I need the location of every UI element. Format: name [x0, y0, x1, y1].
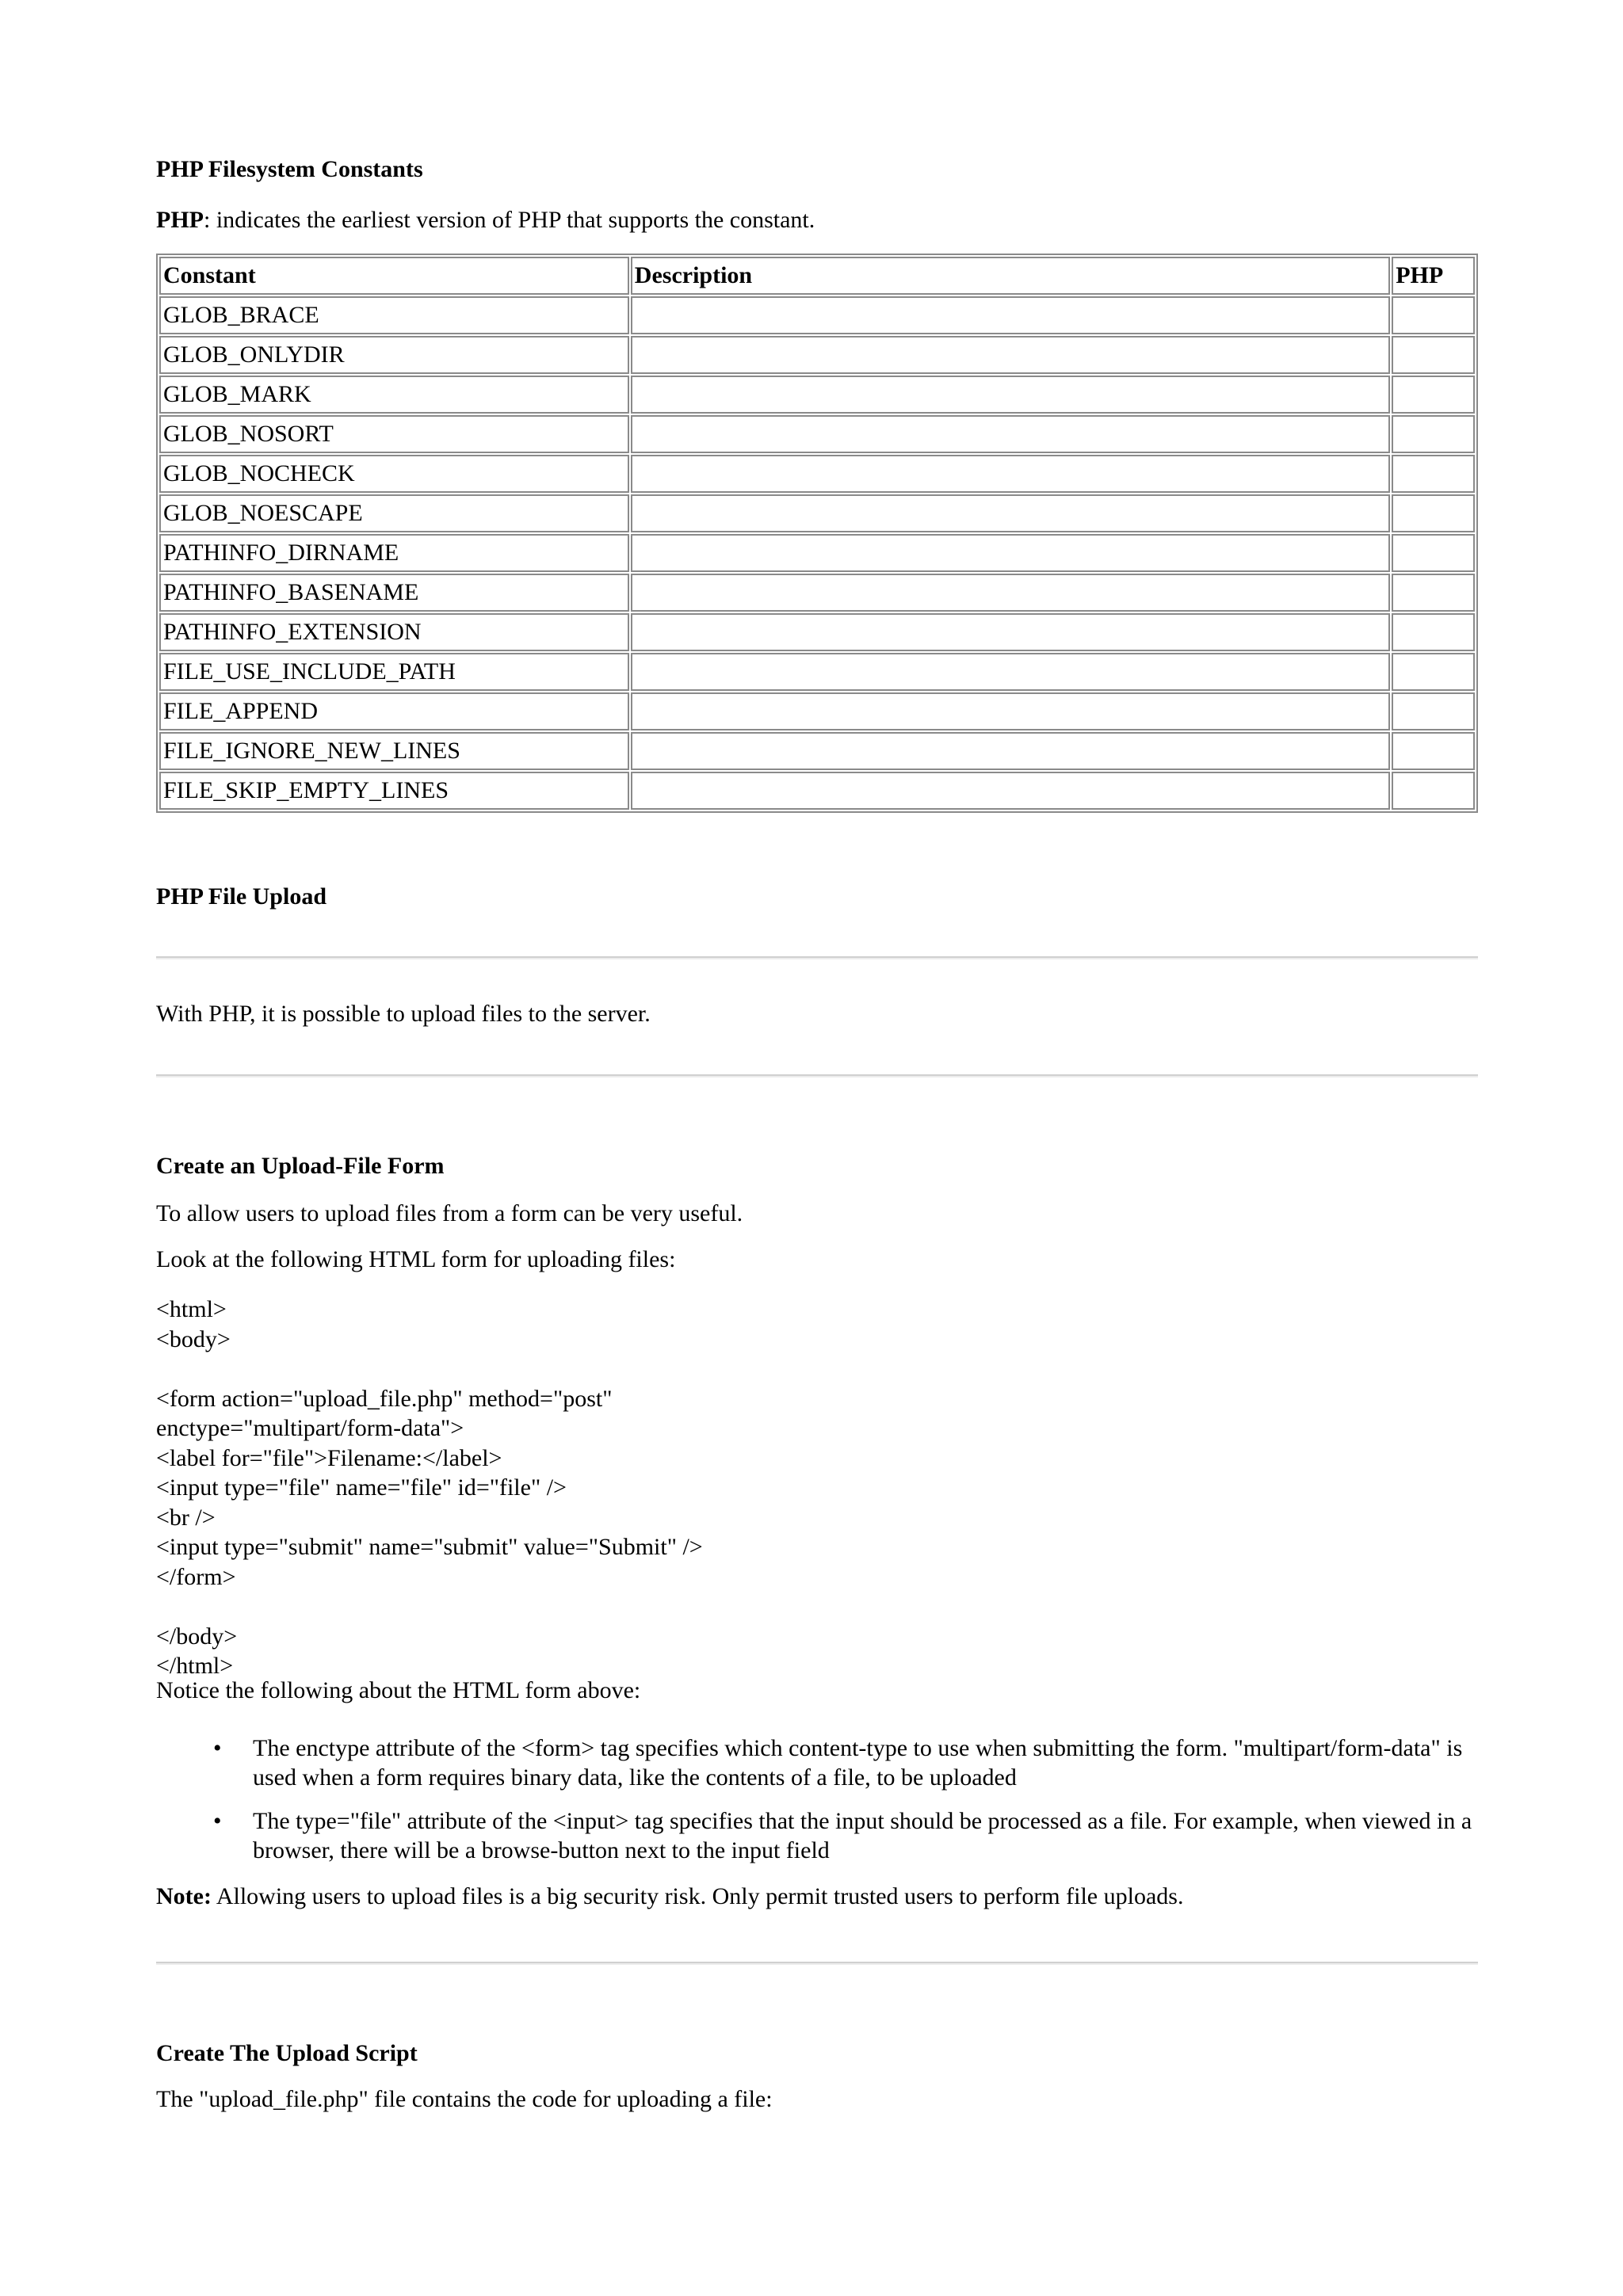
table-row — [159, 692, 1475, 730]
notice-bullets — [156, 1733, 1478, 1879]
bullet-text-2: The type="file" attribute of the <input> tag specifies that the input should be processed as a file. For example, when viewed in a browser, there will be a browse-button next to the input field — [253, 1808, 1472, 1863]
bullet-icon: • — [213, 1735, 222, 1761]
heading-filesystem-constants: PHP Filesystem Constants — [156, 156, 423, 182]
cell-description — [631, 376, 1390, 414]
cell-php — [1392, 494, 1475, 532]
cell-php — [1392, 732, 1475, 770]
header-constant: Constant — [159, 257, 629, 295]
cell-php — [1392, 455, 1475, 493]
cell-php — [1392, 336, 1475, 374]
cell-description — [631, 653, 1390, 691]
upload-form-para2: Look at the following HTML form for uploading files: — [156, 1246, 676, 1272]
cell-description — [631, 534, 1390, 572]
table-row — [159, 336, 1475, 374]
note-label: Note: — [156, 1883, 212, 1909]
cell-constant: GLOB_NOSORT — [159, 415, 629, 453]
table-row — [159, 732, 1475, 770]
cell-description — [631, 455, 1390, 493]
upload-form-para1: To allow users to upload files from a form can be very useful. — [156, 1200, 743, 1226]
constants-table — [156, 254, 1478, 813]
upload-script-para: The "upload_file.php" file contains the code for uploading a file: — [156, 2086, 773, 2112]
cell-constant: GLOB_NOCHECK — [159, 455, 629, 493]
heading-upload-script: Create The Upload Script — [156, 2040, 418, 2066]
cell-description — [631, 336, 1390, 374]
cell-description — [631, 613, 1390, 651]
html-form-code: <html> <body> <form action="upload_file.php" method="post" enctype="multipart/form-data"> <label for="file">Filename:</label> <input type="file" name="file" id="file" /> <br /> <input type="submit" name="submit" value="Submit" /> </form> </body> </html> — [156, 1296, 703, 1679]
heading-upload-form: Create an Upload-File Form — [156, 1153, 445, 1179]
cell-php — [1392, 653, 1475, 691]
cell-description — [631, 692, 1390, 730]
table-header-row — [159, 257, 1475, 295]
cell-constant: FILE_APPEND — [159, 692, 629, 730]
table-row — [159, 613, 1475, 651]
list-item — [156, 1806, 1478, 1865]
table-row — [159, 653, 1475, 691]
cell-description — [631, 415, 1390, 453]
cell-description — [631, 574, 1390, 612]
bullet-text-1: The enctype attribute of the <form> tag specifies which content-type to use when submitting the form. "multipart/form-data" is used when a form requires binary data, like the contents of a file, to be uploaded — [253, 1735, 1463, 1791]
cell-php — [1392, 574, 1475, 612]
list-item — [156, 1733, 1478, 1792]
note-text: Allowing users to upload files is a big security risk. Only permit trusted users to perform file uploads. — [211, 1883, 1184, 1909]
table-row — [159, 415, 1475, 453]
cell-php — [1392, 415, 1475, 453]
cell-php — [1392, 613, 1475, 651]
header-php: PHP — [1392, 257, 1475, 295]
cell-constant: GLOB_ONLYDIR — [159, 336, 629, 374]
table-row — [159, 494, 1475, 532]
table-row — [159, 534, 1475, 572]
table-row — [159, 376, 1475, 414]
header-description: Description — [631, 257, 1390, 295]
cell-description — [631, 494, 1390, 532]
cell-constant: FILE_USE_INCLUDE_PATH — [159, 653, 629, 691]
cell-description — [631, 772, 1390, 810]
cell-description — [631, 296, 1390, 334]
cell-description — [631, 732, 1390, 770]
cell-constant: FILE_SKIP_EMPTY_LINES — [159, 772, 629, 810]
cell-constant: PATHINFO_DIRNAME — [159, 534, 629, 572]
divider — [156, 1074, 1478, 1077]
cell-php — [1392, 772, 1475, 810]
cell-constant: GLOB_MARK — [159, 376, 629, 414]
bullet-icon: • — [213, 1808, 222, 1834]
cell-constant: PATHINFO_BASENAME — [159, 574, 629, 612]
divider — [156, 956, 1478, 959]
cell-php — [1392, 376, 1475, 414]
cell-php — [1392, 534, 1475, 572]
php-version-note — [156, 206, 815, 235]
security-note — [156, 1882, 1183, 1911]
cell-constant: GLOB_NOESCAPE — [159, 494, 629, 532]
notice-text: Notice the following about the HTML form above: — [156, 1677, 641, 1703]
cell-constant: PATHINFO_EXTENSION — [159, 613, 629, 651]
cell-constant: GLOB_BRACE — [159, 296, 629, 334]
cell-php — [1392, 692, 1475, 730]
php-note-text: : indicates the earliest version of PHP that supports the constant. — [204, 207, 815, 233]
cell-constant: FILE_IGNORE_NEW_LINES — [159, 732, 629, 770]
php-label: PHP — [156, 207, 204, 233]
divider — [156, 1962, 1478, 1965]
heading-file-upload: PHP File Upload — [156, 883, 327, 910]
table-row — [159, 455, 1475, 493]
table-row — [159, 574, 1475, 612]
cell-php — [1392, 296, 1475, 334]
table-row — [159, 296, 1475, 334]
upload-intro: With PHP, it is possible to upload files to the server. — [156, 1001, 651, 1027]
table-row — [159, 772, 1475, 810]
